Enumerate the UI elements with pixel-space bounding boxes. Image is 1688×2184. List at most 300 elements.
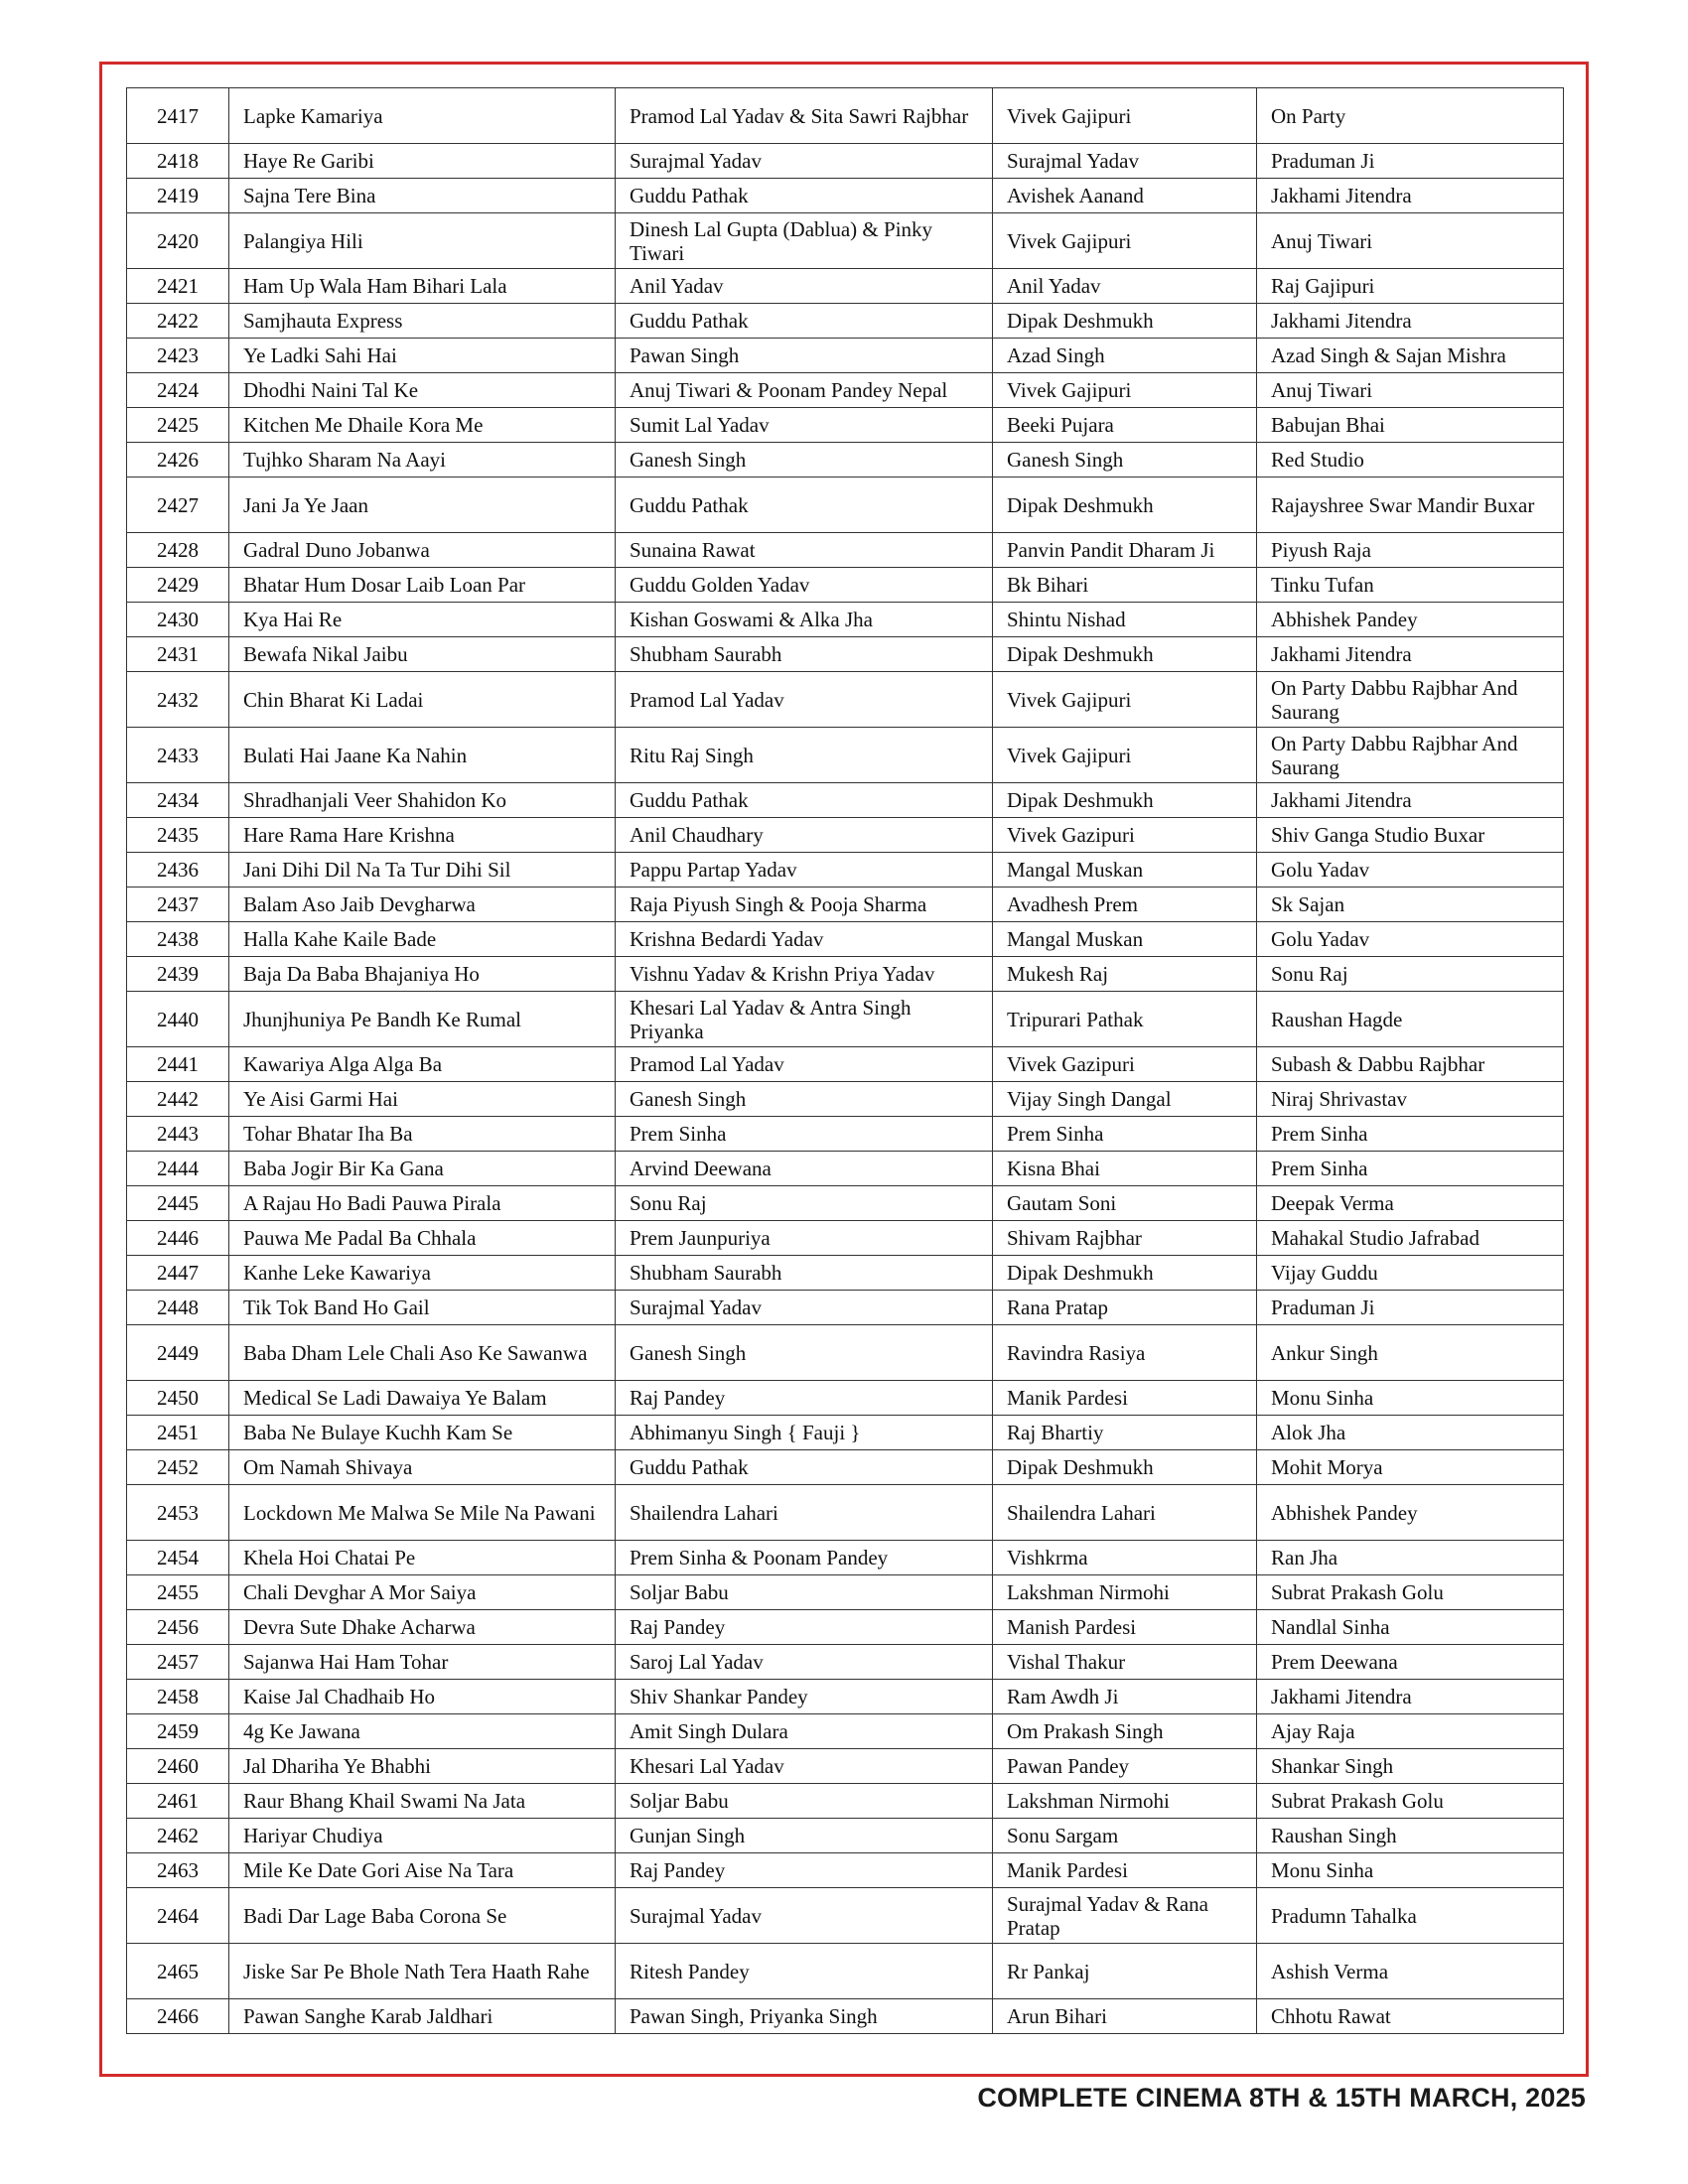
entry-number: 2456 xyxy=(127,1610,229,1645)
song-title: Shradhanjali Veer Shahidon Ko xyxy=(229,783,616,818)
table-row xyxy=(127,853,1564,887)
entry-number: 2452 xyxy=(127,1450,229,1485)
music-director-name: Monu Sinha xyxy=(1257,1853,1564,1888)
song-title: Hare Rama Hare Krishna xyxy=(229,818,616,853)
song-title: Halla Kahe Kaile Bade xyxy=(229,922,616,957)
song-title: Bewafa Nikal Jaibu xyxy=(229,637,616,672)
table-row xyxy=(127,1541,1564,1575)
entry-number: 2438 xyxy=(127,922,229,957)
music-director-name: Jakhami Jitendra xyxy=(1257,179,1564,213)
singer-name: Guddu Golden Yadav xyxy=(616,568,993,603)
table-row xyxy=(127,1450,1564,1485)
entry-number: 2427 xyxy=(127,478,229,533)
lyricist-name: Raj Bhartiy xyxy=(993,1416,1257,1450)
singer-name: Ganesh Singh xyxy=(616,1082,993,1117)
singer-name: Shiv Shankar Pandey xyxy=(616,1680,993,1714)
singer-name: Ritu Raj Singh xyxy=(616,728,993,783)
song-title: Ye Aisi Garmi Hai xyxy=(229,1082,616,1117)
entry-number: 2429 xyxy=(127,568,229,603)
music-director-name: Praduman Ji xyxy=(1257,144,1564,179)
table-row xyxy=(127,1221,1564,1256)
lyricist-name: Vivek Gajipuri xyxy=(993,728,1257,783)
table-row xyxy=(127,408,1564,443)
entry-number: 2424 xyxy=(127,373,229,408)
lyricist-name: Anil Yadav xyxy=(993,269,1257,304)
lyricist-name: Manik Pardesi xyxy=(993,1381,1257,1416)
entry-number: 2440 xyxy=(127,992,229,1047)
music-director-name: Alok Jha xyxy=(1257,1416,1564,1450)
lyricist-name: Rana Pratap xyxy=(993,1291,1257,1325)
lyricist-name: Ram Awdh Ji xyxy=(993,1680,1257,1714)
entry-number: 2463 xyxy=(127,1853,229,1888)
song-title: Bhatar Hum Dosar Laib Loan Par xyxy=(229,568,616,603)
entry-number: 2441 xyxy=(127,1047,229,1082)
table-row xyxy=(127,1082,1564,1117)
lyricist-name: Azad Singh xyxy=(993,339,1257,373)
song-title: Chali Devghar A Mor Saiya xyxy=(229,1575,616,1610)
lyricist-name: Lakshman Nirmohi xyxy=(993,1784,1257,1819)
song-title: Gadral Duno Jobanwa xyxy=(229,533,616,568)
song-title: Tik Tok Band Ho Gail xyxy=(229,1291,616,1325)
music-director-name: Monu Sinha xyxy=(1257,1381,1564,1416)
entry-number: 2451 xyxy=(127,1416,229,1450)
singer-name: Shailendra Lahari xyxy=(616,1485,993,1541)
lyricist-name: Manik Pardesi xyxy=(993,1853,1257,1888)
singer-name: Kishan Goswami & Alka Jha xyxy=(616,603,993,637)
music-director-name: Azad Singh & Sajan Mishra xyxy=(1257,339,1564,373)
table-row xyxy=(127,1152,1564,1186)
lyricist-name: Mukesh Raj xyxy=(993,957,1257,992)
singer-name: Anuj Tiwari & Poonam Pandey Nepal xyxy=(616,373,993,408)
entry-number: 2460 xyxy=(127,1749,229,1784)
entry-number: 2457 xyxy=(127,1645,229,1680)
singer-name: Krishna Bedardi Yadav xyxy=(616,922,993,957)
lyricist-name: Prem Sinha xyxy=(993,1117,1257,1152)
entry-number: 2454 xyxy=(127,1541,229,1575)
music-director-name: Raushan Hagde xyxy=(1257,992,1564,1047)
singer-name: Prem Jaunpuriya xyxy=(616,1221,993,1256)
table-row xyxy=(127,1714,1564,1749)
table-row xyxy=(127,637,1564,672)
song-title: Khela Hoi Chatai Pe xyxy=(229,1541,616,1575)
song-title: Ham Up Wala Ham Bihari Lala xyxy=(229,269,616,304)
entry-number: 2430 xyxy=(127,603,229,637)
song-title: Sajanwa Hai Ham Tohar xyxy=(229,1645,616,1680)
song-title: Hariyar Chudiya xyxy=(229,1819,616,1853)
song-title: Devra Sute Dhake Acharwa xyxy=(229,1610,616,1645)
singer-name: Ganesh Singh xyxy=(616,1325,993,1381)
music-director-name: Subash & Dabbu Rajbhar xyxy=(1257,1047,1564,1082)
music-director-name: Ashish Verma xyxy=(1257,1944,1564,1999)
singer-name: Raj Pandey xyxy=(616,1381,993,1416)
singer-name: Surajmal Yadav xyxy=(616,144,993,179)
page-footer: COMPLETE CINEMA 8TH & 15TH MARCH, 2025 xyxy=(977,2083,1586,2113)
lyricist-name: Vijay Singh Dangal xyxy=(993,1082,1257,1117)
song-title: Baba Jogir Bir Ka Gana xyxy=(229,1152,616,1186)
song-title: 4g Ke Jawana xyxy=(229,1714,616,1749)
table-row xyxy=(127,1485,1564,1541)
page-frame xyxy=(99,62,1589,2077)
lyricist-name: Pawan Pandey xyxy=(993,1749,1257,1784)
song-title: Ye Ladki Sahi Hai xyxy=(229,339,616,373)
entry-number: 2436 xyxy=(127,853,229,887)
lyricist-name: Vivek Gajipuri xyxy=(993,213,1257,269)
entry-number: 2434 xyxy=(127,783,229,818)
song-registry-table xyxy=(126,87,1564,2034)
singer-name: Dinesh Lal Gupta (Dablua) & Pinky Tiwari xyxy=(616,213,993,269)
table-row xyxy=(127,1256,1564,1291)
song-title: Bulati Hai Jaane Ka Nahin xyxy=(229,728,616,783)
lyricist-name: Lakshman Nirmohi xyxy=(993,1575,1257,1610)
music-director-name: Tinku Tufan xyxy=(1257,568,1564,603)
music-director-name: Subrat Prakash Golu xyxy=(1257,1575,1564,1610)
table-row xyxy=(127,179,1564,213)
table-row xyxy=(127,568,1564,603)
song-title: Kawariya Alga Alga Ba xyxy=(229,1047,616,1082)
entry-number: 2461 xyxy=(127,1784,229,1819)
entry-number: 2439 xyxy=(127,957,229,992)
entry-number: 2422 xyxy=(127,304,229,339)
song-title: Chin Bharat Ki Ladai xyxy=(229,672,616,728)
music-director-name: Jakhami Jitendra xyxy=(1257,304,1564,339)
song-title: Jhunjhuniya Pe Bandh Ke Rumal xyxy=(229,992,616,1047)
entry-number: 2448 xyxy=(127,1291,229,1325)
entry-number: 2425 xyxy=(127,408,229,443)
singer-name: Prem Sinha xyxy=(616,1117,993,1152)
music-director-name: Anuj Tiwari xyxy=(1257,373,1564,408)
music-director-name: Abhishek Pandey xyxy=(1257,1485,1564,1541)
lyricist-name: Surajmal Yadav xyxy=(993,144,1257,179)
singer-name: Raj Pandey xyxy=(616,1610,993,1645)
lyricist-name: Vivek Gajipuri xyxy=(993,88,1257,144)
song-title: Sajna Tere Bina xyxy=(229,179,616,213)
music-director-name: Jakhami Jitendra xyxy=(1257,1680,1564,1714)
lyricist-name: Tripurari Pathak xyxy=(993,992,1257,1047)
song-title: Jiske Sar Pe Bhole Nath Tera Haath Rahe xyxy=(229,1944,616,1999)
singer-name: Amit Singh Dulara xyxy=(616,1714,993,1749)
music-director-name: On Party xyxy=(1257,88,1564,144)
song-title: Lapke Kamariya xyxy=(229,88,616,144)
table-row xyxy=(127,1680,1564,1714)
table-row xyxy=(127,1645,1564,1680)
lyricist-name: Vivek Gajipuri xyxy=(993,373,1257,408)
singer-name: Prem Sinha & Poonam Pandey xyxy=(616,1541,993,1575)
lyricist-name: Surajmal Yadav & Rana Pratap xyxy=(993,1888,1257,1944)
entry-number: 2443 xyxy=(127,1117,229,1152)
entry-number: 2426 xyxy=(127,443,229,478)
entry-number: 2459 xyxy=(127,1714,229,1749)
lyricist-name: Vishkrma xyxy=(993,1541,1257,1575)
singer-name: Ritesh Pandey xyxy=(616,1944,993,1999)
song-title: Jal Dhariha Ye Bhabhi xyxy=(229,1749,616,1784)
song-title: Lockdown Me Malwa Se Mile Na Pawani xyxy=(229,1485,616,1541)
lyricist-name: Beeki Pujara xyxy=(993,408,1257,443)
music-director-name: Golu Yadav xyxy=(1257,853,1564,887)
lyricist-name: Sonu Sargam xyxy=(993,1819,1257,1853)
music-director-name: Prem Sinha xyxy=(1257,1117,1564,1152)
singer-name: Pawan Singh, Priyanka Singh xyxy=(616,1999,993,2034)
song-title: Kaise Jal Chadhaib Ho xyxy=(229,1680,616,1714)
entry-number: 2435 xyxy=(127,818,229,853)
entry-number: 2417 xyxy=(127,88,229,144)
singer-name: Pramod Lal Yadav xyxy=(616,1047,993,1082)
song-title: Tujhko Sharam Na Aayi xyxy=(229,443,616,478)
table-row xyxy=(127,992,1564,1047)
song-title: Kya Hai Re xyxy=(229,603,616,637)
song-title: Raur Bhang Khail Swami Na Jata xyxy=(229,1784,616,1819)
song-title: Samjhauta Express xyxy=(229,304,616,339)
lyricist-name: Rr Pankaj xyxy=(993,1944,1257,1999)
music-director-name: Rajayshree Swar Mandir Buxar xyxy=(1257,478,1564,533)
song-title: Mile Ke Date Gori Aise Na Tara xyxy=(229,1853,616,1888)
singer-name: Khesari Lal Yadav & Antra Singh Priyanka xyxy=(616,992,993,1047)
table-row xyxy=(127,783,1564,818)
lyricist-name: Vivek Gazipuri xyxy=(993,818,1257,853)
song-title: Badi Dar Lage Baba Corona Se xyxy=(229,1888,616,1944)
lyricist-name: Manish Pardesi xyxy=(993,1610,1257,1645)
music-director-name: Deepak Verma xyxy=(1257,1186,1564,1221)
song-title: Baba Ne Bulaye Kuchh Kam Se xyxy=(229,1416,616,1450)
singer-name: Ganesh Singh xyxy=(616,443,993,478)
table-row xyxy=(127,1944,1564,1999)
table-row xyxy=(127,1117,1564,1152)
table-row xyxy=(127,1819,1564,1853)
song-title: Palangiya Hili xyxy=(229,213,616,269)
music-director-name: Sk Sajan xyxy=(1257,887,1564,922)
entry-number: 2462 xyxy=(127,1819,229,1853)
lyricist-name: Om Prakash Singh xyxy=(993,1714,1257,1749)
music-director-name: Chhotu Rawat xyxy=(1257,1999,1564,2034)
table-row xyxy=(127,1888,1564,1944)
lyricist-name: Mangal Muskan xyxy=(993,853,1257,887)
music-director-name: Babujan Bhai xyxy=(1257,408,1564,443)
singer-name: Arvind Deewana xyxy=(616,1152,993,1186)
singer-name: Pawan Singh xyxy=(616,339,993,373)
singer-name: Raja Piyush Singh & Pooja Sharma xyxy=(616,887,993,922)
singer-name: Sonu Raj xyxy=(616,1186,993,1221)
music-director-name: Anuj Tiwari xyxy=(1257,213,1564,269)
lyricist-name: Bk Bihari xyxy=(993,568,1257,603)
lyricist-name: Mangal Muskan xyxy=(993,922,1257,957)
table-row xyxy=(127,728,1564,783)
entry-number: 2447 xyxy=(127,1256,229,1291)
music-director-name: Prem Deewana xyxy=(1257,1645,1564,1680)
music-director-name: Ran Jha xyxy=(1257,1541,1564,1575)
lyricist-name: Shintu Nishad xyxy=(993,603,1257,637)
entry-number: 2445 xyxy=(127,1186,229,1221)
lyricist-name: Avadhesh Prem xyxy=(993,887,1257,922)
table-row xyxy=(127,1381,1564,1416)
table-row xyxy=(127,887,1564,922)
singer-name: Surajmal Yadav xyxy=(616,1888,993,1944)
music-director-name: Abhishek Pandey xyxy=(1257,603,1564,637)
music-director-name: Prem Sinha xyxy=(1257,1152,1564,1186)
lyricist-name: Shivam Rajbhar xyxy=(993,1221,1257,1256)
lyricist-name: Dipak Deshmukh xyxy=(993,304,1257,339)
lyricist-name: Dipak Deshmukh xyxy=(993,1450,1257,1485)
song-title: Baja Da Baba Bhajaniya Ho xyxy=(229,957,616,992)
music-director-name: Piyush Raja xyxy=(1257,533,1564,568)
singer-name: Shubham Saurabh xyxy=(616,637,993,672)
music-director-name: Shiv Ganga Studio Buxar xyxy=(1257,818,1564,853)
table-row xyxy=(127,1784,1564,1819)
music-director-name: On Party Dabbu Rajbhar And Saurang xyxy=(1257,728,1564,783)
singer-name: Guddu Pathak xyxy=(616,304,993,339)
singer-name: Khesari Lal Yadav xyxy=(616,1749,993,1784)
entry-number: 2465 xyxy=(127,1944,229,1999)
music-director-name: Pradumn Tahalka xyxy=(1257,1888,1564,1944)
singer-name: Guddu Pathak xyxy=(616,783,993,818)
lyricist-name: Shailendra Lahari xyxy=(993,1485,1257,1541)
singer-name: Saroj Lal Yadav xyxy=(616,1645,993,1680)
lyricist-name: Ganesh Singh xyxy=(993,443,1257,478)
table-row xyxy=(127,339,1564,373)
music-director-name: Mahakal Studio Jafrabad xyxy=(1257,1221,1564,1256)
entry-number: 2423 xyxy=(127,339,229,373)
table-row xyxy=(127,1325,1564,1381)
song-title: Haye Re Garibi xyxy=(229,144,616,179)
table-row xyxy=(127,1047,1564,1082)
singer-name: Vishnu Yadav & Krishn Priya Yadav xyxy=(616,957,993,992)
table-row xyxy=(127,1999,1564,2034)
table-row xyxy=(127,672,1564,728)
table-row xyxy=(127,1749,1564,1784)
song-title: Kitchen Me Dhaile Kora Me xyxy=(229,408,616,443)
lyricist-name: Dipak Deshmukh xyxy=(993,783,1257,818)
entry-number: 2464 xyxy=(127,1888,229,1944)
singer-name: Guddu Pathak xyxy=(616,478,993,533)
singer-name: Pramod Lal Yadav & Sita Sawri Rajbhar xyxy=(616,88,993,144)
singer-name: Pramod Lal Yadav xyxy=(616,672,993,728)
lyricist-name: Dipak Deshmukh xyxy=(993,637,1257,672)
table-row xyxy=(127,304,1564,339)
singer-name: Soljar Babu xyxy=(616,1784,993,1819)
lyricist-name: Panvin Pandit Dharam Ji xyxy=(993,533,1257,568)
song-title: Balam Aso Jaib Devgharwa xyxy=(229,887,616,922)
song-title: A Rajau Ho Badi Pauwa Pirala xyxy=(229,1186,616,1221)
table-row xyxy=(127,818,1564,853)
lyricist-name: Dipak Deshmukh xyxy=(993,1256,1257,1291)
song-table-body xyxy=(127,88,1564,2034)
music-director-name: Vijay Guddu xyxy=(1257,1256,1564,1291)
table-row xyxy=(127,269,1564,304)
music-director-name: Jakhami Jitendra xyxy=(1257,637,1564,672)
entry-number: 2418 xyxy=(127,144,229,179)
music-director-name: Golu Yadav xyxy=(1257,922,1564,957)
music-director-name: Red Studio xyxy=(1257,443,1564,478)
lyricist-name: Arun Bihari xyxy=(993,1999,1257,2034)
song-title: Om Namah Shivaya xyxy=(229,1450,616,1485)
entry-number: 2420 xyxy=(127,213,229,269)
singer-name: Gunjan Singh xyxy=(616,1819,993,1853)
table-row xyxy=(127,1416,1564,1450)
music-director-name: Shankar Singh xyxy=(1257,1749,1564,1784)
table-row xyxy=(127,922,1564,957)
table-row xyxy=(127,533,1564,568)
entry-number: 2421 xyxy=(127,269,229,304)
singer-name: Raj Pandey xyxy=(616,1853,993,1888)
singer-name: Anil Chaudhary xyxy=(616,818,993,853)
table-row xyxy=(127,1186,1564,1221)
entry-number: 2466 xyxy=(127,1999,229,2034)
music-director-name: Niraj Shrivastav xyxy=(1257,1082,1564,1117)
lyricist-name: Vivek Gajipuri xyxy=(993,672,1257,728)
table-row xyxy=(127,88,1564,144)
entry-number: 2458 xyxy=(127,1680,229,1714)
entry-number: 2428 xyxy=(127,533,229,568)
song-title: Baba Dham Lele Chali Aso Ke Sawanwa xyxy=(229,1325,616,1381)
entry-number: 2442 xyxy=(127,1082,229,1117)
song-title: Dhodhi Naini Tal Ke xyxy=(229,373,616,408)
table-row xyxy=(127,1575,1564,1610)
table-row xyxy=(127,443,1564,478)
music-director-name: Jakhami Jitendra xyxy=(1257,783,1564,818)
table-row xyxy=(127,1853,1564,1888)
lyricist-name: Avishek Aanand xyxy=(993,179,1257,213)
table-row xyxy=(127,603,1564,637)
table-row xyxy=(127,478,1564,533)
table-row xyxy=(127,144,1564,179)
singer-name: Pappu Partap Yadav xyxy=(616,853,993,887)
lyricist-name: Kisna Bhai xyxy=(993,1152,1257,1186)
music-director-name: Raj Gajipuri xyxy=(1257,269,1564,304)
table-row xyxy=(127,373,1564,408)
music-director-name: On Party Dabbu Rajbhar And Saurang xyxy=(1257,672,1564,728)
lyricist-name: Vishal Thakur xyxy=(993,1645,1257,1680)
music-director-name: Raushan Singh xyxy=(1257,1819,1564,1853)
entry-number: 2433 xyxy=(127,728,229,783)
entry-number: 2453 xyxy=(127,1485,229,1541)
song-title: Pawan Sanghe Karab Jaldhari xyxy=(229,1999,616,2034)
singer-name: Soljar Babu xyxy=(616,1575,993,1610)
music-director-name: Mohit Morya xyxy=(1257,1450,1564,1485)
lyricist-name: Ravindra Rasiya xyxy=(993,1325,1257,1381)
music-director-name: Subrat Prakash Golu xyxy=(1257,1784,1564,1819)
singer-name: Abhimanyu Singh { Fauji } xyxy=(616,1416,993,1450)
table-row xyxy=(127,957,1564,992)
singer-name: Sunaina Rawat xyxy=(616,533,993,568)
singer-name: Guddu Pathak xyxy=(616,1450,993,1485)
singer-name: Sumit Lal Yadav xyxy=(616,408,993,443)
entry-number: 2431 xyxy=(127,637,229,672)
singer-name: Anil Yadav xyxy=(616,269,993,304)
music-director-name: Ankur Singh xyxy=(1257,1325,1564,1381)
entry-number: 2449 xyxy=(127,1325,229,1381)
entry-number: 2437 xyxy=(127,887,229,922)
table-row xyxy=(127,213,1564,269)
song-title: Jani Dihi Dil Na Ta Tur Dihi Sil xyxy=(229,853,616,887)
entry-number: 2432 xyxy=(127,672,229,728)
entry-number: 2444 xyxy=(127,1152,229,1186)
entry-number: 2450 xyxy=(127,1381,229,1416)
singer-name: Shubham Saurabh xyxy=(616,1256,993,1291)
entry-number: 2446 xyxy=(127,1221,229,1256)
music-director-name: Nandlal Sinha xyxy=(1257,1610,1564,1645)
music-director-name: Sonu Raj xyxy=(1257,957,1564,992)
music-director-name: Praduman Ji xyxy=(1257,1291,1564,1325)
song-title: Tohar Bhatar Iha Ba xyxy=(229,1117,616,1152)
entry-number: 2455 xyxy=(127,1575,229,1610)
lyricist-name: Dipak Deshmukh xyxy=(993,478,1257,533)
music-director-name: Ajay Raja xyxy=(1257,1714,1564,1749)
table-row xyxy=(127,1291,1564,1325)
lyricist-name: Vivek Gazipuri xyxy=(993,1047,1257,1082)
table-row xyxy=(127,1610,1564,1645)
song-title: Medical Se Ladi Dawaiya Ye Balam xyxy=(229,1381,616,1416)
song-title: Pauwa Me Padal Ba Chhala xyxy=(229,1221,616,1256)
song-title: Kanhe Leke Kawariya xyxy=(229,1256,616,1291)
singer-name: Surajmal Yadav xyxy=(616,1291,993,1325)
